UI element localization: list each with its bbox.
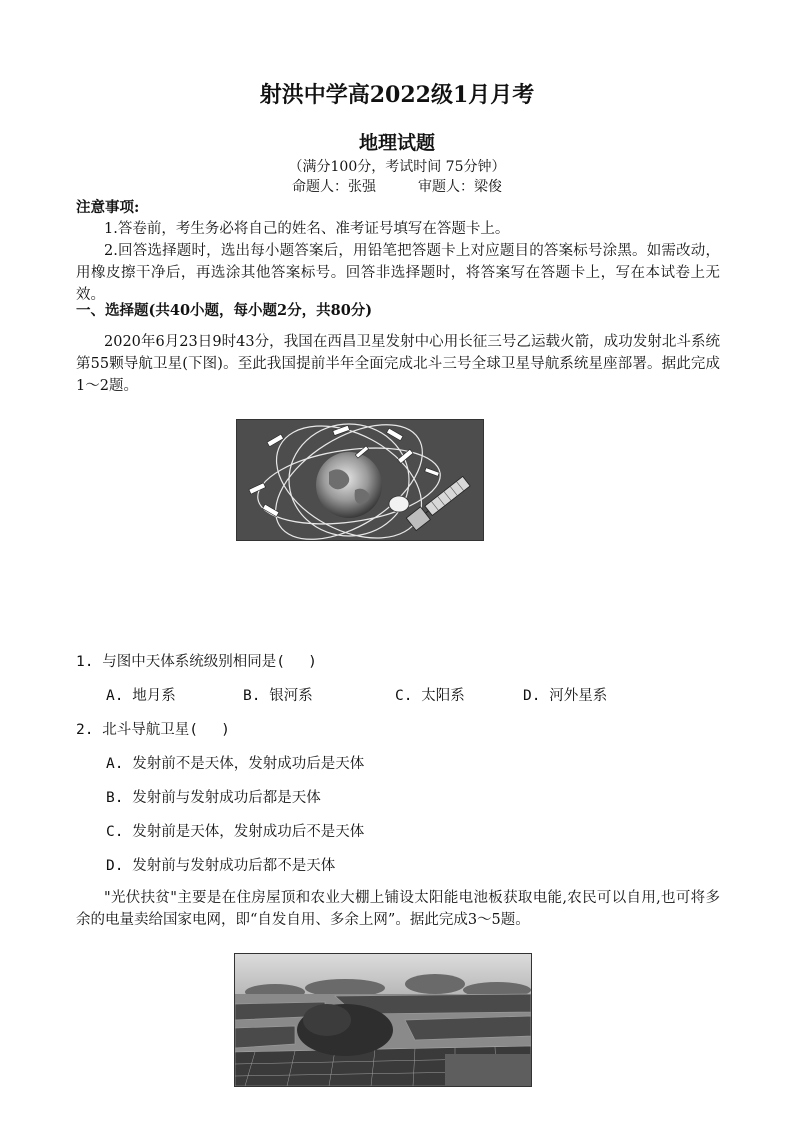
question-1-option-d[interactable]: D. 河外星系 — [523, 688, 608, 704]
exam-info: （满分100分，考试时间 75分钟） — [288, 159, 506, 175]
question-1-option-b[interactable]: B. 银河系 — [243, 688, 313, 704]
notes-item-1: 1.答卷前，考生务必将自己的姓名、准考证号填写在答题卡上。 — [104, 221, 510, 237]
notes-heading: 注意事项: — [76, 199, 140, 216]
question-1-stem: 1. 与图中天体系统级别相同是( ) — [76, 654, 317, 670]
question-1-option-a[interactable]: A. 地月系 — [106, 688, 176, 704]
passage-2: "光伏扶贫"主要是在住房屋顶和农业大棚上铺设太阳能电池板获取电能,农民可以自用,也可将多余的电量卖给国家电网，即“自发自用、多余上网”。据此完成3～5题。 — [76, 890, 720, 928]
passage-1: 2020年6月23日9时43分，我国在西昌卫星发射中心用长征三号乙运载火箭，成功发射北斗系统第55颗导航卫星(下图)。至此我国提前半年全面完成北斗三号全球卫星导航系统星座部署。据此完成1～2题。 — [76, 334, 720, 394]
notes-item-2: 2.回答选择题时，选出每小题答案后，用铅笔把答题卡上对应题目的答案标号涂黑。如需改动，用橡皮擦干净后，再选涂其他答案标号。回答非选择题时，将答案写在答题卡上，写在本试卷上无效。 — [76, 243, 720, 303]
section-heading: 一、选择题(共40小题，每小题2分，共80分) — [76, 302, 373, 319]
earth-graphic — [316, 452, 382, 518]
question-1-option-c[interactable]: C. 太阳系 — [395, 688, 465, 704]
question-2-option-c[interactable]: C. 发射前是天体，发射成功后不是天体 — [106, 824, 365, 840]
question-2-option-a[interactable]: A. 发射前不是天体，发射成功后是天体 — [106, 756, 365, 772]
question-2-option-b[interactable]: B. 发射前与发射成功后都是天体 — [106, 790, 321, 806]
exam-subject: 地理试题 — [358, 132, 435, 154]
solar-panel-figure — [234, 953, 532, 1087]
exam-title: 射洪中学高2022级1月月考 — [259, 82, 535, 108]
beidou-satellite-figure — [236, 419, 484, 541]
exam-authors: 命题人：张强 审题人：梁俊 — [292, 179, 502, 195]
question-2-stem: 2. 北斗导航卫星( ) — [76, 722, 230, 738]
question-2-option-d[interactable]: D. 发射前与发射成功后都不是天体 — [106, 858, 336, 874]
